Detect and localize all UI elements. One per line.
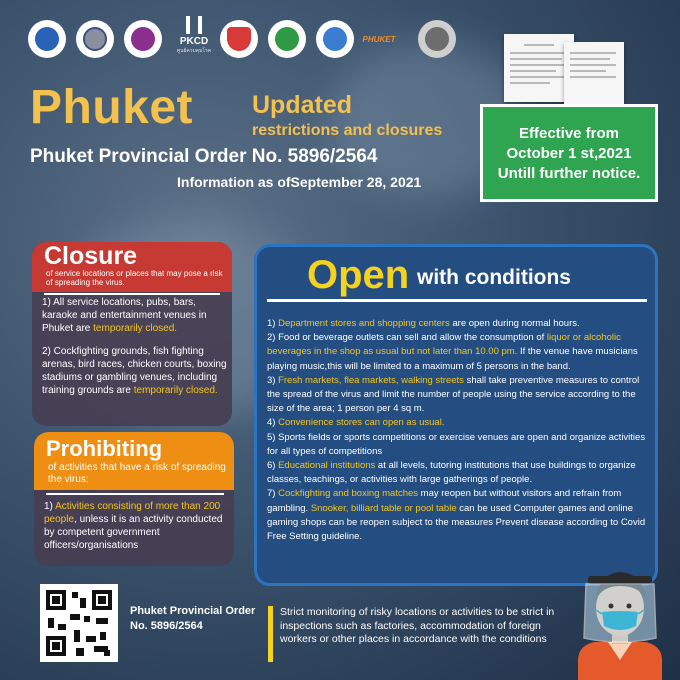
- highlight-text: temporarily closed.: [133, 385, 218, 396]
- seal-logo-1-icon: [28, 20, 66, 58]
- divider: [46, 493, 224, 495]
- official-documents-icon: [504, 34, 628, 108]
- health-ministry-logo-icon: [268, 20, 306, 58]
- closure-item: 1) All service locations, pubs, bars, karaoke and entertainment venues in Phuket are temporarily closed.: [42, 297, 207, 334]
- restrictions-subtitle: restrictions and closures: [252, 122, 443, 139]
- open-title: Open: [307, 253, 410, 297]
- effective-until: Untill further notice.: [497, 165, 641, 182]
- face-shield-person-illustration-icon: [570, 556, 670, 680]
- logo-row: [22, 14, 472, 66]
- closure-header: [32, 242, 232, 292]
- effective-line: Effective from: [518, 125, 620, 142]
- seal-logo-3-icon: [124, 20, 162, 58]
- prohibiting-item: 1) Activities consisting of more than 200 people, unless it is an activity conducted by competent government officers/organisations: [44, 501, 223, 551]
- prohibiting-panel: [34, 432, 234, 566]
- qr-caption: Phuket Provincial Order No. 5896/2564: [130, 605, 256, 632]
- divider: [44, 293, 220, 295]
- order-number: Phuket Provincial Order No. 5896/2564: [30, 146, 378, 167]
- open-subtitle: with conditions: [417, 266, 571, 289]
- highlight-text: Activities consisting of more than 200 people: [44, 501, 221, 525]
- accent-bar: [268, 606, 273, 662]
- seal-logo-2-icon: [76, 20, 114, 58]
- pkcd-logo-text: PKCD: [179, 36, 209, 47]
- closure-title: Closure: [44, 242, 138, 270]
- info-date: Information as ofSeptember 28, 2021: [177, 174, 422, 190]
- divider: [267, 299, 647, 302]
- updated-title: Updated: [252, 91, 352, 119]
- province-logo-icon: [316, 20, 354, 58]
- pkcd-logo-icon: [172, 16, 216, 62]
- open-panel: [254, 244, 658, 586]
- prohibiting-description: of activities that have a risk of spreading the virus:: [48, 462, 226, 485]
- royal-seal-logo-icon: [418, 20, 456, 58]
- effective-box: [480, 104, 658, 202]
- shield-logo-icon: [220, 20, 258, 58]
- open-item: 2) Food or beverage outlets can sell and allow the consumption of liquor or alcoholic beverages in the shop as usual but not later than 10.00 pm. If the venue have musicians playing music,this will be limited to a maximum of 5 persons in the band.: [267, 332, 638, 372]
- open-item: 4) Convenience stores can open as usual.: [267, 417, 445, 429]
- effective-date: October 1 st,2021: [506, 145, 632, 162]
- open-item: 6) Educational institutions at all levels, tutoring institutions that use buildings to organize classes, teachings, or activities with large gatherings of people.: [267, 460, 636, 486]
- closure-list: [42, 296, 228, 407]
- city-title: Phuket: [30, 81, 194, 134]
- prohibiting-title: Prohibiting: [46, 436, 163, 461]
- document-page: [564, 42, 624, 108]
- closure-description: of service locations or places that may pose a risk of spreading the virus.: [46, 269, 223, 287]
- open-item: 5) Sports fields or sports competitions or exercise venues are open and organize activities for all types of competitions: [267, 431, 646, 457]
- open-item: 3) Fresh markets, flea markets, walking streets shall take preventive measures to control the spread of the virus and limit the number of people using the service according to the size of the area; 1 person per 4 sq m.: [267, 374, 640, 415]
- qr-code-icon[interactable]: [40, 584, 118, 662]
- phuket-brand-logo-icon: PHUKET: [362, 35, 396, 44]
- pkcd-logo-subtext: ศูนย์ควบคุมโรค: [176, 48, 212, 54]
- strict-monitoring-text: Strict monitoring of risky locations or activities to be strict in inspections such as factories, accommodation of foreign workers or other places in accordance with the conditions: [280, 606, 555, 645]
- closure-panel: [32, 242, 232, 426]
- highlight-text: temporarily closed.: [93, 323, 178, 334]
- closure-item: 2) Cockfighting grounds, fish fighting arenas, bird races, chicken courts, boxing stadiums or gambling venues, including training grounds are temporarily closed.: [42, 346, 227, 396]
- prohibiting-header: [34, 432, 234, 490]
- open-list: [267, 317, 655, 544]
- open-item: 1) Department stores and shopping centers are open during normal hours.: [267, 318, 580, 329]
- open-item: 7) Cockfighting and boxing matches may reopen but without visitors and refrain from gambling. Snooker, billiard table or pool table can be used Computer games and online gaming shops can be reopen subject to the measures Prevent disease according to Covid Free Setting guideline.: [267, 488, 646, 543]
